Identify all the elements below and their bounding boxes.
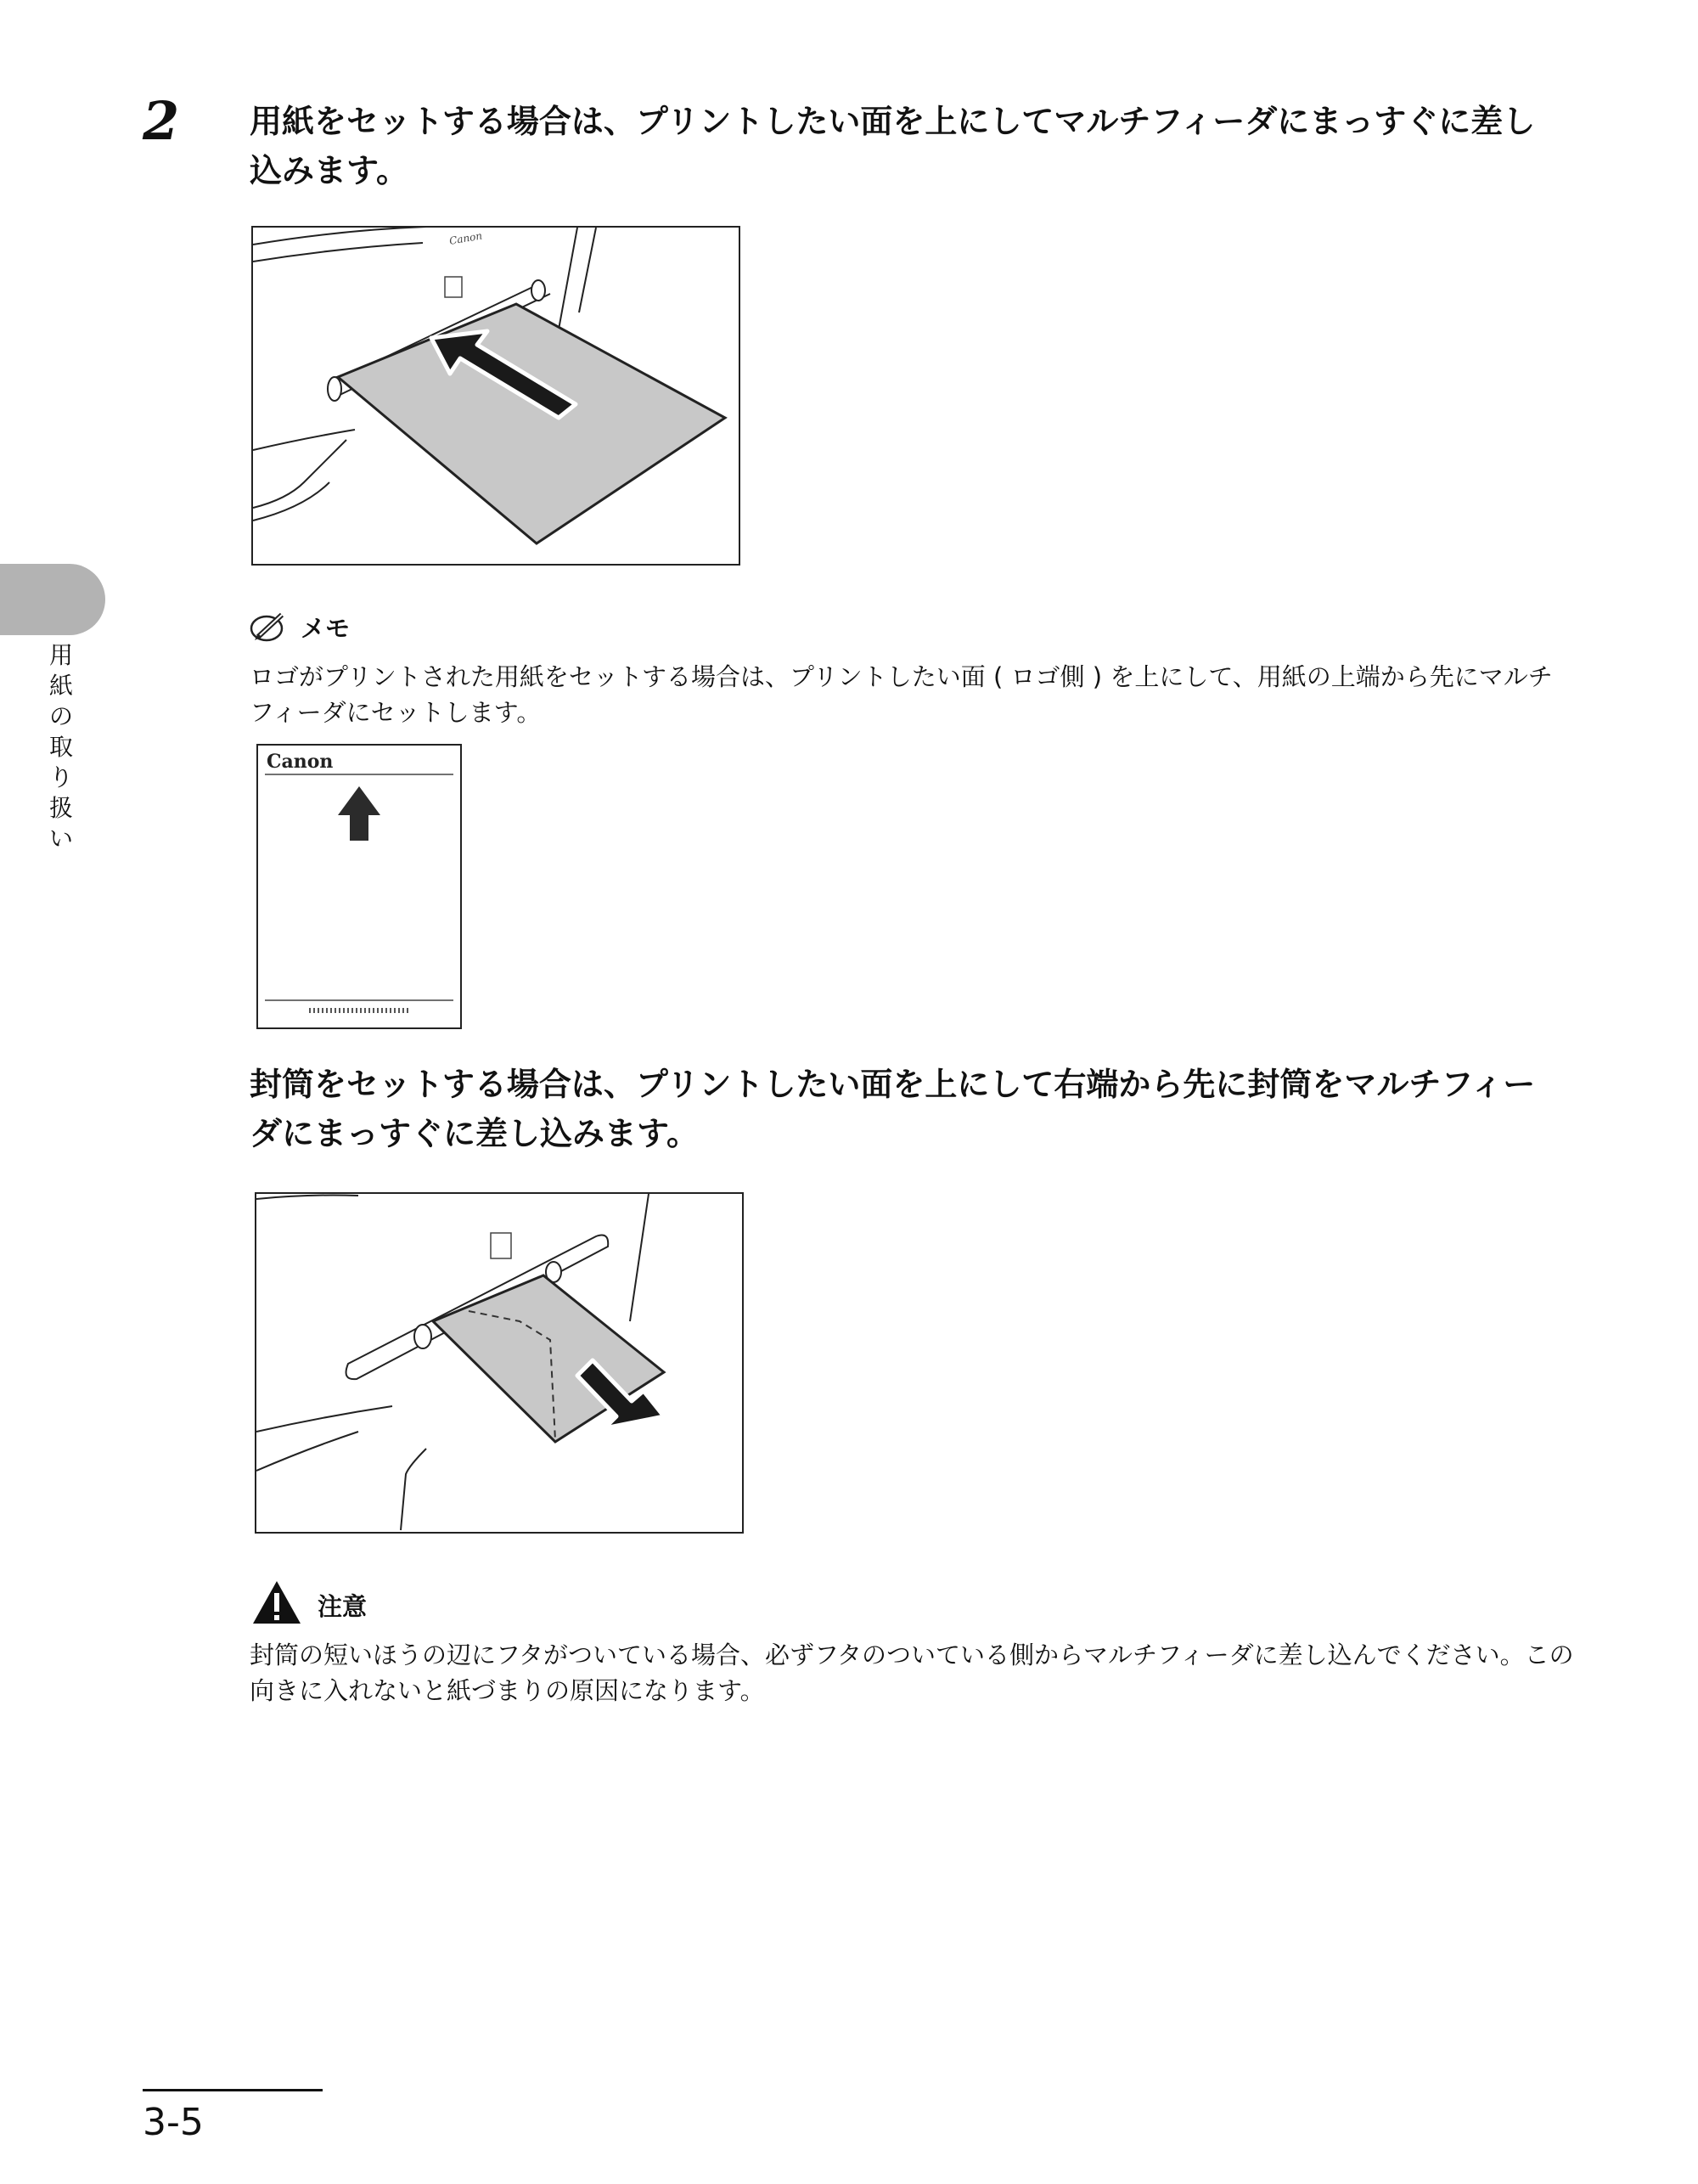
warning-triangle-icon [251, 1579, 302, 1625]
step-heading: 用紙をセットする場合は、プリントしたい面を上にしてマルチフィーダにまっすぐに差し込みます。 [250, 103, 1536, 189]
memo-title: メモ [301, 614, 351, 643]
step-number: 2 [143, 90, 180, 152]
caution-text: 封筒の短いほうの辺にフタがついている場合、必ずフタのついている側からマルチフィーダに差し込んでください。この向きに入れないと紙づまりの原因になります。 [250, 1641, 1574, 1705]
envelope-insertion-illustration [255, 1192, 744, 1534]
caution-title: 注意 [318, 1592, 368, 1621]
logo-text: Canon [267, 751, 334, 773]
logo-paper-orientation-illustration [256, 744, 462, 1029]
memo-text: ロゴがプリントされた用紙をセットする場合は、プリントしたい面 ( ロゴ側 ) を上にして、用紙の上端から先にマルチフィーダにセットします。 [250, 662, 1553, 727]
memo-icon [250, 610, 287, 644]
page-number: 3-5 [143, 2101, 204, 2144]
envelope-heading: 封筒をセットする場合は、プリントしたい面を上にして右端から先に封筒をマルチフィーダにまっすぐに差し込みます。 [250, 1066, 1536, 1152]
paper-insertion-illustration [251, 226, 740, 566]
svg-text:Canon: Canon [448, 229, 483, 247]
chapter-side-tab [0, 564, 105, 635]
footer-rule [143, 2089, 323, 2091]
chapter-side-label: 用紙の取り扱い [48, 641, 73, 853]
